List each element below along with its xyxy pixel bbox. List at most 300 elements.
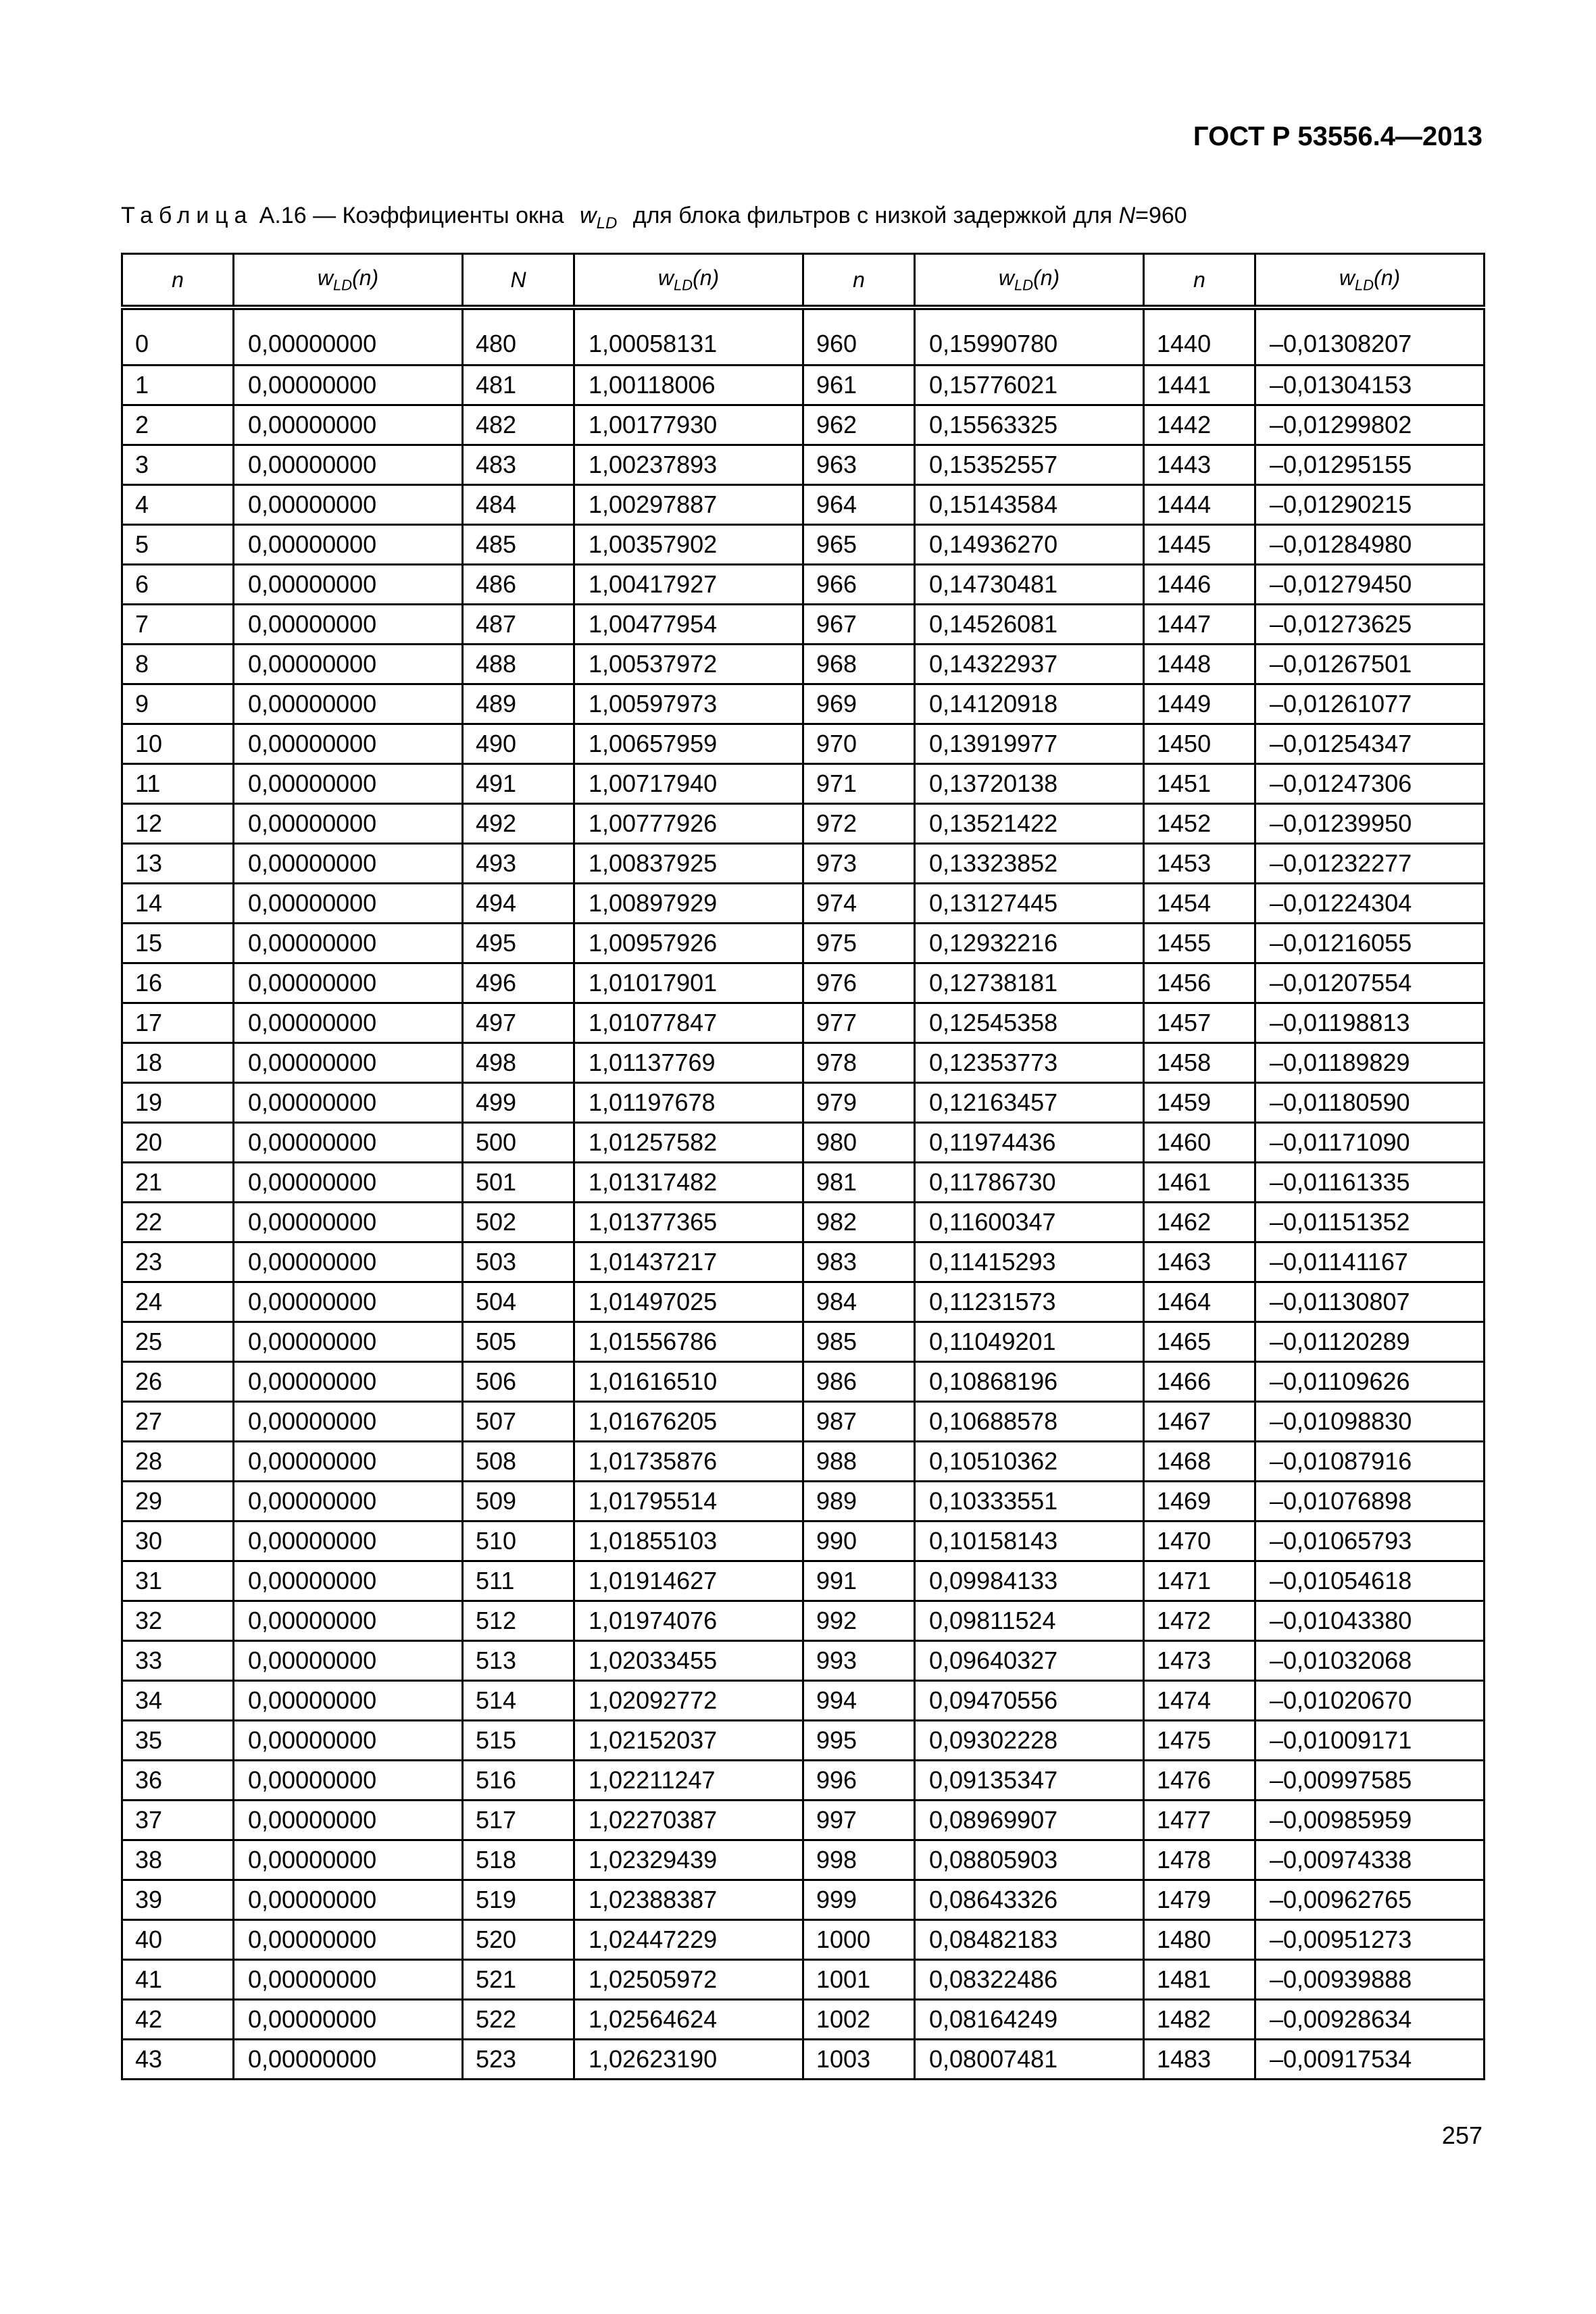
index-cell: 996 bbox=[803, 1761, 915, 1801]
index-cell: 985 bbox=[803, 1322, 915, 1362]
coefficient-cell: 0,10688578 bbox=[915, 1402, 1144, 1442]
index-cell: 42 bbox=[122, 2000, 234, 2040]
index-cell: 979 bbox=[803, 1083, 915, 1123]
table-row bbox=[122, 1880, 1485, 1920]
coefficient-cell: 0,12545358 bbox=[915, 1003, 1144, 1043]
index-cell: 24 bbox=[122, 1282, 234, 1322]
table-row bbox=[122, 565, 1485, 605]
coefficient-cell: 0,00000000 bbox=[234, 1601, 463, 1641]
index-cell: 1003 bbox=[803, 2040, 915, 2080]
coefficient-cell: 0,13720138 bbox=[915, 764, 1144, 804]
table-header-row bbox=[122, 254, 1485, 308]
coefficient-cell: 1,00597973 bbox=[574, 684, 803, 724]
index-cell: 19 bbox=[122, 1083, 234, 1123]
index-cell: 510 bbox=[463, 1521, 574, 1561]
index-cell: 506 bbox=[463, 1362, 574, 1402]
coefficient-cell: 0,09984133 bbox=[915, 1561, 1144, 1601]
index-cell: 37 bbox=[122, 1801, 234, 1840]
coefficient-cell: –0,01180590 bbox=[1255, 1083, 1485, 1123]
coefficient-cell: 0,00000000 bbox=[234, 1402, 463, 1442]
index-cell: 480 bbox=[463, 307, 574, 366]
coefficient-cell: –0,01279450 bbox=[1255, 565, 1485, 605]
index-cell: 21 bbox=[122, 1163, 234, 1203]
coefficient-cell: 0,13521422 bbox=[915, 804, 1144, 844]
index-cell: 984 bbox=[803, 1282, 915, 1322]
index-cell: 995 bbox=[803, 1721, 915, 1761]
column-header: N bbox=[463, 254, 574, 308]
coefficient-cell: –0,01308207 bbox=[1255, 307, 1485, 366]
coefficient-cell: –0,01076898 bbox=[1255, 1482, 1485, 1521]
coefficient-cell: 0,00000000 bbox=[234, 1482, 463, 1521]
table-row bbox=[122, 844, 1485, 884]
coefficient-cell: 0,00000000 bbox=[234, 1322, 463, 1362]
coefficient-cell: –0,01189829 bbox=[1255, 1043, 1485, 1083]
coefficient-cell: –0,01151352 bbox=[1255, 1203, 1485, 1242]
coefficient-cell: 1,00237893 bbox=[574, 445, 803, 485]
coefficient-cell: 0,12932216 bbox=[915, 924, 1144, 963]
coefficient-cell: –0,01304153 bbox=[1255, 366, 1485, 405]
table-row bbox=[122, 366, 1485, 405]
caption-text-before: — Коэффициенты окна bbox=[313, 203, 564, 228]
coefficient-cell: 1,00058131 bbox=[574, 307, 803, 366]
index-cell: 967 bbox=[803, 605, 915, 645]
index-cell: 1448 bbox=[1144, 645, 1255, 684]
coefficient-cell: 0,08643326 bbox=[915, 1880, 1144, 1920]
coefficient-cell: –0,01216055 bbox=[1255, 924, 1485, 963]
table-row bbox=[122, 963, 1485, 1003]
table-row bbox=[122, 684, 1485, 724]
coefficient-cell: 0,15563325 bbox=[915, 405, 1144, 445]
coefficient-cell: 1,02623190 bbox=[574, 2040, 803, 2080]
index-cell: 969 bbox=[803, 684, 915, 724]
index-cell: 23 bbox=[122, 1242, 234, 1282]
coefficient-cell: 0,15143584 bbox=[915, 485, 1144, 525]
coefficient-cell: 0,00000000 bbox=[234, 645, 463, 684]
coefficient-cell: –0,01109626 bbox=[1255, 1362, 1485, 1402]
index-cell: 1455 bbox=[1144, 924, 1255, 963]
index-cell: 973 bbox=[803, 844, 915, 884]
caption-n-value: =960 bbox=[1135, 203, 1187, 228]
index-cell: 499 bbox=[463, 1083, 574, 1123]
table-caption bbox=[121, 203, 1187, 233]
window-coefficients-table bbox=[121, 253, 1485, 2080]
index-cell: 505 bbox=[463, 1322, 574, 1362]
index-cell: 14 bbox=[122, 884, 234, 924]
column-header: n bbox=[1144, 254, 1255, 308]
index-cell: 1458 bbox=[1144, 1043, 1255, 1083]
index-cell: 30 bbox=[122, 1521, 234, 1561]
table-row bbox=[122, 1721, 1485, 1761]
index-cell: 977 bbox=[803, 1003, 915, 1043]
coefficient-cell: 1,01556786 bbox=[574, 1322, 803, 1362]
coefficient-cell: –0,01299802 bbox=[1255, 405, 1485, 445]
index-cell: 1474 bbox=[1144, 1681, 1255, 1721]
coefficient-cell: –0,01054618 bbox=[1255, 1561, 1485, 1601]
coefficient-cell: 0,11974436 bbox=[915, 1123, 1144, 1163]
index-cell: 1476 bbox=[1144, 1761, 1255, 1801]
table-row bbox=[122, 1561, 1485, 1601]
index-cell: 1466 bbox=[1144, 1362, 1255, 1402]
coefficient-cell: 0,09811524 bbox=[915, 1601, 1144, 1641]
index-cell: 514 bbox=[463, 1681, 574, 1721]
table-row bbox=[122, 1840, 1485, 1880]
coefficient-cell: 0,00000000 bbox=[234, 565, 463, 605]
index-cell: 521 bbox=[463, 1960, 574, 2000]
coefficient-cell: 0,00000000 bbox=[234, 1641, 463, 1681]
coefficient-cell: 0,08482183 bbox=[915, 1920, 1144, 1960]
coefficient-cell: 0,00000000 bbox=[234, 764, 463, 804]
index-cell: 1475 bbox=[1144, 1721, 1255, 1761]
index-cell: 509 bbox=[463, 1482, 574, 1521]
table-row bbox=[122, 884, 1485, 924]
index-cell: 1440 bbox=[1144, 307, 1255, 366]
coefficient-cell: 1,02329439 bbox=[574, 1840, 803, 1880]
index-cell: 1450 bbox=[1144, 724, 1255, 764]
index-cell: 1467 bbox=[1144, 1402, 1255, 1442]
index-cell: 1454 bbox=[1144, 884, 1255, 924]
coefficient-cell: 0,09640327 bbox=[915, 1641, 1144, 1681]
index-cell: 29 bbox=[122, 1482, 234, 1521]
index-cell: 512 bbox=[463, 1601, 574, 1641]
coefficient-cell: 0,00000000 bbox=[234, 1681, 463, 1721]
index-cell: 994 bbox=[803, 1681, 915, 1721]
index-cell: 991 bbox=[803, 1561, 915, 1601]
coefficient-cell: 1,00657959 bbox=[574, 724, 803, 764]
index-cell: 963 bbox=[803, 445, 915, 485]
coefficient-cell: 1,01616510 bbox=[574, 1362, 803, 1402]
caption-text-after: для блока фильтров с низкой задержкой для bbox=[632, 203, 1113, 228]
coefficient-cell: 0,00000000 bbox=[234, 1960, 463, 2000]
coefficient-cell: 0,08322486 bbox=[915, 1960, 1144, 2000]
index-cell: 483 bbox=[463, 445, 574, 485]
coefficient-cell: 1,00177930 bbox=[574, 405, 803, 445]
table-row bbox=[122, 307, 1485, 366]
column-header: n bbox=[122, 254, 234, 308]
table-row bbox=[122, 1163, 1485, 1203]
coefficient-cell: –0,01161335 bbox=[1255, 1163, 1485, 1203]
coefficient-cell: –0,00928634 bbox=[1255, 2000, 1485, 2040]
index-cell: 1457 bbox=[1144, 1003, 1255, 1043]
index-cell: 1447 bbox=[1144, 605, 1255, 645]
coefficient-cell: 1,02033455 bbox=[574, 1641, 803, 1681]
coefficient-cell: 0,10510362 bbox=[915, 1442, 1144, 1482]
index-cell: 32 bbox=[122, 1601, 234, 1641]
index-cell: 12 bbox=[122, 804, 234, 844]
coefficient-cell: 0,00000000 bbox=[234, 485, 463, 525]
table-row bbox=[122, 724, 1485, 764]
coefficient-cell: 0,00000000 bbox=[234, 1920, 463, 1960]
coefficient-cell: –0,01141167 bbox=[1255, 1242, 1485, 1282]
index-cell: 3 bbox=[122, 445, 234, 485]
table-row bbox=[122, 804, 1485, 844]
index-cell: 1478 bbox=[1144, 1840, 1255, 1880]
table-row bbox=[122, 605, 1485, 645]
table-row bbox=[122, 1282, 1485, 1322]
table-row bbox=[122, 645, 1485, 684]
column-header: n bbox=[803, 254, 915, 308]
index-cell: 491 bbox=[463, 764, 574, 804]
index-cell: 989 bbox=[803, 1482, 915, 1521]
index-cell: 35 bbox=[122, 1721, 234, 1761]
index-cell: 516 bbox=[463, 1761, 574, 1801]
index-cell: 998 bbox=[803, 1840, 915, 1880]
coefficient-cell: 0,00000000 bbox=[234, 1880, 463, 1920]
index-cell: 960 bbox=[803, 307, 915, 366]
coefficient-cell: 1,01497025 bbox=[574, 1282, 803, 1322]
index-cell: 990 bbox=[803, 1521, 915, 1561]
coefficient-cell: –0,01171090 bbox=[1255, 1123, 1485, 1163]
coefficient-cell: 0,11415293 bbox=[915, 1242, 1144, 1282]
index-cell: 980 bbox=[803, 1123, 915, 1163]
index-cell: 964 bbox=[803, 485, 915, 525]
index-cell: 1000 bbox=[803, 1920, 915, 1960]
coefficient-cell: 1,01257582 bbox=[574, 1123, 803, 1163]
page-number: 257 bbox=[1441, 2121, 1482, 2149]
table-row bbox=[122, 1362, 1485, 1402]
coefficient-cell: 0,00000000 bbox=[234, 1840, 463, 1880]
index-cell: 481 bbox=[463, 366, 574, 405]
table-row bbox=[122, 2000, 1485, 2040]
document-id: ГОСТ Р 53556.4—2013 bbox=[1193, 122, 1482, 151]
index-cell: 1483 bbox=[1144, 2040, 1255, 2080]
index-cell: 993 bbox=[803, 1641, 915, 1681]
coefficient-cell: 0,15352557 bbox=[915, 445, 1144, 485]
coefficient-cell: 1,01914627 bbox=[574, 1561, 803, 1601]
index-cell: 504 bbox=[463, 1282, 574, 1322]
coefficient-cell: 0,00000000 bbox=[234, 963, 463, 1003]
table-row bbox=[122, 445, 1485, 485]
index-cell: 974 bbox=[803, 884, 915, 924]
coefficient-cell: 0,13323852 bbox=[915, 844, 1144, 884]
coefficient-cell: –0,01254347 bbox=[1255, 724, 1485, 764]
coefficient-cell: –0,00962765 bbox=[1255, 1880, 1485, 1920]
coefficient-cell: 0,14526081 bbox=[915, 605, 1144, 645]
index-cell: 495 bbox=[463, 924, 574, 963]
coefficient-cell: –0,00974338 bbox=[1255, 1840, 1485, 1880]
table-row bbox=[122, 1920, 1485, 1960]
table-body bbox=[122, 307, 1485, 2080]
coefficient-cell: 0,14936270 bbox=[915, 525, 1144, 565]
index-cell: 36 bbox=[122, 1761, 234, 1801]
coefficient-cell: –0,00917534 bbox=[1255, 2040, 1485, 2080]
table-row bbox=[122, 1123, 1485, 1163]
table-row bbox=[122, 1442, 1485, 1482]
index-cell: 508 bbox=[463, 1442, 574, 1482]
index-cell: 971 bbox=[803, 764, 915, 804]
coefficient-cell: 1,02564624 bbox=[574, 2000, 803, 2040]
coefficient-cell: 0,00000000 bbox=[234, 366, 463, 405]
index-cell: 486 bbox=[463, 565, 574, 605]
coefficient-cell: –0,01043380 bbox=[1255, 1601, 1485, 1641]
table-row bbox=[122, 485, 1485, 525]
coefficient-cell: 0,14120918 bbox=[915, 684, 1144, 724]
index-cell: 961 bbox=[803, 366, 915, 405]
index-cell: 489 bbox=[463, 684, 574, 724]
table-row bbox=[122, 1003, 1485, 1043]
index-cell: 1459 bbox=[1144, 1083, 1255, 1123]
index-cell: 10 bbox=[122, 724, 234, 764]
index-cell: 487 bbox=[463, 605, 574, 645]
coefficient-cell: 1,02505972 bbox=[574, 1960, 803, 2000]
coefficient-cell: 0,00000000 bbox=[234, 924, 463, 963]
coefficient-cell: 0,09135347 bbox=[915, 1761, 1144, 1801]
coefficient-cell: –0,01130807 bbox=[1255, 1282, 1485, 1322]
index-cell: 518 bbox=[463, 1840, 574, 1880]
caption-symbol bbox=[580, 203, 618, 232]
coefficient-cell: 0,00000000 bbox=[234, 884, 463, 924]
coefficient-cell: 1,01317482 bbox=[574, 1163, 803, 1203]
index-cell: 500 bbox=[463, 1123, 574, 1163]
index-cell: 492 bbox=[463, 804, 574, 844]
table-row bbox=[122, 1242, 1485, 1282]
coefficient-cell: 1,02092772 bbox=[574, 1681, 803, 1721]
coefficient-cell: 0,11600347 bbox=[915, 1203, 1144, 1242]
index-cell: 999 bbox=[803, 1880, 915, 1920]
coefficient-cell: 1,01137769 bbox=[574, 1043, 803, 1083]
index-cell: 1463 bbox=[1144, 1242, 1255, 1282]
index-cell: 986 bbox=[803, 1362, 915, 1402]
coefficient-cell: 1,01077847 bbox=[574, 1003, 803, 1043]
index-cell: 982 bbox=[803, 1203, 915, 1242]
index-cell: 966 bbox=[803, 565, 915, 605]
index-cell: 1002 bbox=[803, 2000, 915, 2040]
index-cell: 1460 bbox=[1144, 1123, 1255, 1163]
coefficient-cell: 1,00297887 bbox=[574, 485, 803, 525]
coefficient-cell: 0,12353773 bbox=[915, 1043, 1144, 1083]
coefficient-cell: 1,01437217 bbox=[574, 1242, 803, 1282]
coefficient-cell: 0,00000000 bbox=[234, 525, 463, 565]
index-cell: 43 bbox=[122, 2040, 234, 2080]
coefficient-cell: 0,00000000 bbox=[234, 1561, 463, 1601]
table-row bbox=[122, 1043, 1485, 1083]
index-cell: 496 bbox=[463, 963, 574, 1003]
coefficient-cell: 0,00000000 bbox=[234, 1442, 463, 1482]
coefficient-cell: 0,00000000 bbox=[234, 1163, 463, 1203]
table-row bbox=[122, 1681, 1485, 1721]
table-row bbox=[122, 525, 1485, 565]
coefficient-cell: 0,12738181 bbox=[915, 963, 1144, 1003]
index-cell: 16 bbox=[122, 963, 234, 1003]
table-row bbox=[122, 764, 1485, 804]
coefficient-cell: 0,10333551 bbox=[915, 1482, 1144, 1521]
caption-n-symbol: N bbox=[1118, 203, 1136, 228]
index-cell: 1456 bbox=[1144, 963, 1255, 1003]
coefficient-cell: 1,02447229 bbox=[574, 1920, 803, 1960]
coefficient-cell: 1,01676205 bbox=[574, 1402, 803, 1442]
coefficient-cell: –0,01247306 bbox=[1255, 764, 1485, 804]
coefficient-cell: 0,00000000 bbox=[234, 445, 463, 485]
caption-symbol-base: w bbox=[580, 203, 597, 228]
coefficient-cell: 1,02211247 bbox=[574, 1761, 803, 1801]
index-cell: 41 bbox=[122, 1960, 234, 2000]
coefficient-cell: –0,01284980 bbox=[1255, 525, 1485, 565]
coefficient-cell: –0,01020670 bbox=[1255, 1681, 1485, 1721]
table-row bbox=[122, 924, 1485, 963]
coefficient-cell: –0,01098830 bbox=[1255, 1402, 1485, 1442]
index-cell: 1480 bbox=[1144, 1920, 1255, 1960]
index-cell: 27 bbox=[122, 1402, 234, 1442]
index-cell: 502 bbox=[463, 1203, 574, 1242]
coefficient-cell: –0,01224304 bbox=[1255, 884, 1485, 924]
coefficient-cell: –0,00985959 bbox=[1255, 1801, 1485, 1840]
coefficient-cell: 0,00000000 bbox=[234, 724, 463, 764]
coefficient-cell: 0,00000000 bbox=[234, 1203, 463, 1242]
coefficient-cell: 0,14322937 bbox=[915, 645, 1144, 684]
index-cell: 972 bbox=[803, 804, 915, 844]
index-cell: 970 bbox=[803, 724, 915, 764]
coefficient-cell: –0,01065793 bbox=[1255, 1521, 1485, 1561]
table-row bbox=[122, 1521, 1485, 1561]
table-row bbox=[122, 1083, 1485, 1123]
column-header: $w_{LD}(n)$ bbox=[234, 254, 463, 308]
index-cell: 962 bbox=[803, 405, 915, 445]
index-cell: 488 bbox=[463, 645, 574, 684]
index-cell: 503 bbox=[463, 1242, 574, 1282]
index-cell: 1465 bbox=[1144, 1322, 1255, 1362]
table-row bbox=[122, 1402, 1485, 1442]
coefficient-cell: 0,15776021 bbox=[915, 366, 1144, 405]
column-header: $w_{LD}(n)$ bbox=[574, 254, 803, 308]
index-cell: 11 bbox=[122, 764, 234, 804]
index-cell: 987 bbox=[803, 1402, 915, 1442]
table-row bbox=[122, 1322, 1485, 1362]
coefficient-cell: 0,00000000 bbox=[234, 1521, 463, 1561]
coefficient-cell: 1,00897929 bbox=[574, 884, 803, 924]
coefficient-cell: 0,08805903 bbox=[915, 1840, 1144, 1880]
index-cell: 498 bbox=[463, 1043, 574, 1083]
index-cell: 33 bbox=[122, 1641, 234, 1681]
index-cell: 1446 bbox=[1144, 565, 1255, 605]
coefficient-cell: –0,01232277 bbox=[1255, 844, 1485, 884]
index-cell: 519 bbox=[463, 1880, 574, 1920]
coefficient-cell: 0,00000000 bbox=[234, 684, 463, 724]
index-cell: 522 bbox=[463, 2000, 574, 2040]
coefficient-cell: 1,00417927 bbox=[574, 565, 803, 605]
coefficient-cell: 1,01735876 bbox=[574, 1442, 803, 1482]
coefficient-cell: –0,01239950 bbox=[1255, 804, 1485, 844]
coefficient-cell: 1,00537972 bbox=[574, 645, 803, 684]
column-header: $w_{LD}(n)$ bbox=[1255, 254, 1485, 308]
index-cell: 25 bbox=[122, 1322, 234, 1362]
index-cell: 9 bbox=[122, 684, 234, 724]
index-cell: 31 bbox=[122, 1561, 234, 1601]
index-cell: 494 bbox=[463, 884, 574, 924]
coefficient-cell: 1,01855103 bbox=[574, 1521, 803, 1561]
coefficient-cell: 0,14730481 bbox=[915, 565, 1144, 605]
coefficient-cell: 0,08007481 bbox=[915, 2040, 1144, 2080]
coefficient-cell: 0,00000000 bbox=[234, 1362, 463, 1402]
index-cell: 493 bbox=[463, 844, 574, 884]
index-cell: 1470 bbox=[1144, 1521, 1255, 1561]
coefficient-cell: –0,01295155 bbox=[1255, 445, 1485, 485]
coefficient-cell: –0,01198813 bbox=[1255, 1003, 1485, 1043]
index-cell: 8 bbox=[122, 645, 234, 684]
coefficient-cell: 0,00000000 bbox=[234, 405, 463, 445]
index-cell: 501 bbox=[463, 1163, 574, 1203]
coefficient-cell: 1,00477954 bbox=[574, 605, 803, 645]
index-cell: 515 bbox=[463, 1721, 574, 1761]
coefficient-cell: 0,00000000 bbox=[234, 1282, 463, 1322]
table-row bbox=[122, 405, 1485, 445]
index-cell: 1471 bbox=[1144, 1561, 1255, 1601]
coefficient-cell: 0,00000000 bbox=[234, 844, 463, 884]
index-cell: 523 bbox=[463, 2040, 574, 2080]
index-cell: 28 bbox=[122, 1442, 234, 1482]
coefficient-cell: 0,00000000 bbox=[234, 1801, 463, 1840]
coefficient-cell: –0,00997585 bbox=[1255, 1761, 1485, 1801]
coefficient-cell: 0,00000000 bbox=[234, 1721, 463, 1761]
index-cell: 13 bbox=[122, 844, 234, 884]
